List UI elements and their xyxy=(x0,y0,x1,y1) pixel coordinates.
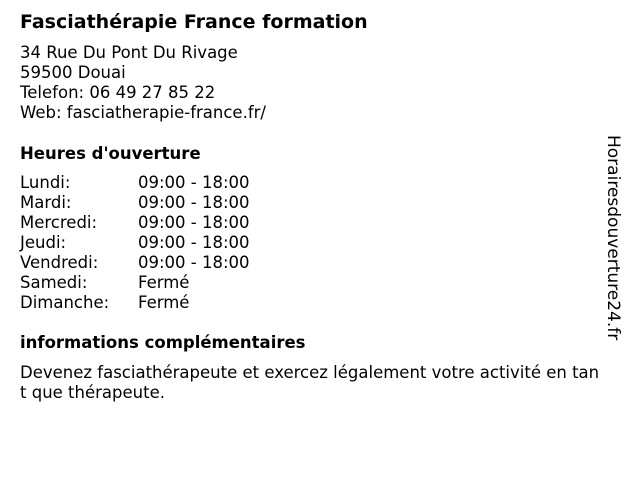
business-card xyxy=(20,10,623,403)
day-label: Jeudi: xyxy=(20,233,67,252)
hours-row-monday xyxy=(20,173,620,193)
additional-info-title: informations complémentaires xyxy=(20,333,306,352)
hours-row-sunday xyxy=(20,293,620,313)
watermark: Horairesdouverture24.fr xyxy=(603,135,623,341)
hours-row-thursday xyxy=(20,233,620,253)
day-label: Lundi: xyxy=(20,173,71,192)
opening-hours-table xyxy=(20,173,620,313)
day-label: Samedi: xyxy=(20,273,88,292)
day-label: Mardi: xyxy=(20,193,72,212)
time-value: 09:00 - 18:00 xyxy=(138,253,250,272)
opening-hours-title: Heures d'ouverture xyxy=(20,144,201,163)
additional-info-text: Devenez fasciathérapeute et exercez légalement votre activité en tant que thérapeute. xyxy=(20,363,600,402)
day-label: Vendredi: xyxy=(20,253,99,272)
time-value: 09:00 - 18:00 xyxy=(138,213,250,232)
business-name: Fasciathérapie France formation xyxy=(20,11,368,33)
address-block xyxy=(20,43,620,123)
time-value: 09:00 - 18:00 xyxy=(138,233,250,252)
website: Web: fasciatherapie-france.fr/ xyxy=(20,103,266,122)
city-postal: 59500 Douai xyxy=(20,63,126,82)
street-address: 34 Rue Du Pont Du Rivage xyxy=(20,43,238,62)
time-value: Fermé xyxy=(138,273,190,292)
day-label: Mercredi: xyxy=(20,213,98,232)
phone-number: Telefon: 06 49 27 85 22 xyxy=(20,83,216,102)
time-value: Fermé xyxy=(138,293,190,312)
hours-row-saturday xyxy=(20,273,620,293)
time-value: 09:00 - 18:00 xyxy=(138,193,250,212)
hours-row-wednesday xyxy=(20,213,620,233)
hours-row-friday xyxy=(20,253,620,273)
day-label: Dimanche: xyxy=(20,293,110,312)
hours-row-tuesday xyxy=(20,193,620,213)
time-value: 09:00 - 18:00 xyxy=(138,173,250,192)
